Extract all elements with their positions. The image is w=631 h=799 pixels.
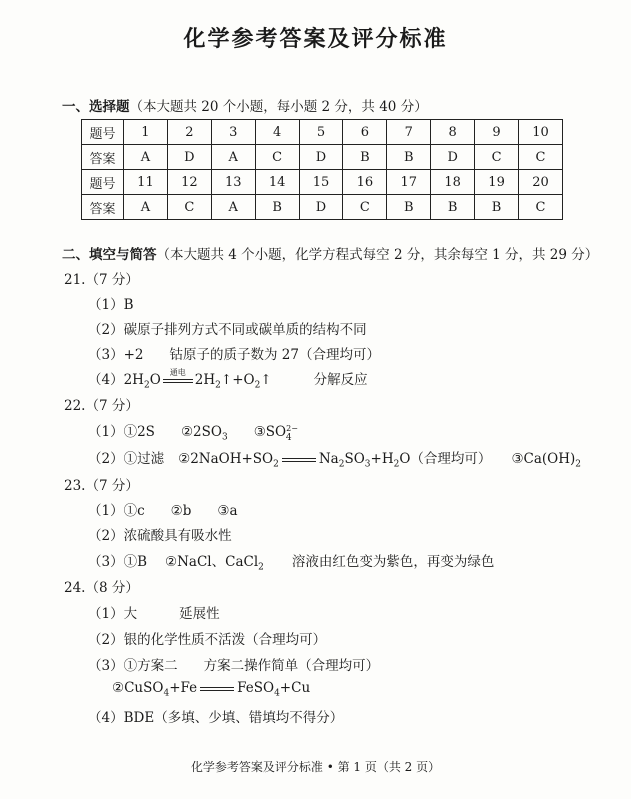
cell: A — [211, 195, 255, 220]
eq-sub: 2 — [258, 562, 264, 573]
page-footer: 化学参考答案及评分标准 • 第 1 页（共 2 页） — [190, 760, 441, 774]
eq-sub: 2 — [254, 380, 261, 391]
cell: 19 — [475, 170, 519, 195]
cell: D — [299, 195, 343, 220]
row-header: 答案 — [82, 145, 124, 170]
q24-answer-4: （4）BDE（多填、少填、错填均不得分） — [88, 710, 344, 726]
eq-term: ↑ — [260, 372, 272, 388]
table-row — [82, 170, 563, 195]
section2-note: （本大题共 4 个小题，化学方程式每空 2 分，其余每空 1 分，共 29 分） — [156, 247, 599, 263]
q21-answer-4 — [88, 368, 368, 391]
q23-answer-1-b: ②b — [170, 503, 192, 519]
q22-answer-1-c: ③SO — [253, 424, 287, 440]
q24-answer-3 — [88, 654, 379, 674]
q21-answer-1: （1）B — [88, 297, 134, 313]
table-row — [82, 145, 563, 170]
cell: C — [167, 195, 211, 220]
cell: D — [167, 145, 211, 170]
q22-answer-1-b: ②2SO — [180, 424, 222, 440]
eq-term: Na — [318, 451, 339, 467]
eq-term: O（合理均可） — [399, 451, 492, 467]
eq-term: O — [149, 372, 161, 388]
cell: C — [343, 195, 387, 220]
cell: 8 — [431, 120, 475, 145]
cell: A — [211, 145, 255, 170]
eq-sub: 4 — [274, 688, 280, 699]
eq-term: 2H — [123, 372, 144, 388]
cell: 12 — [167, 170, 211, 195]
q24-answer-1 — [88, 602, 220, 622]
cell: B — [387, 195, 431, 220]
q22-answer-1-a: （1）①2S — [88, 424, 155, 440]
q24-answer-3-equation — [112, 680, 310, 699]
cell: 13 — [211, 170, 255, 195]
eq-term: ②CuSO — [112, 680, 164, 696]
eq-term: 2H — [194, 372, 216, 388]
q23-answer-3-a: （3）①B — [88, 554, 148, 570]
eq-term: +Fe — [169, 680, 198, 696]
cell: 9 — [475, 120, 519, 145]
section1-label: 一、选择题 — [62, 99, 130, 115]
cell: D — [431, 145, 475, 170]
cell: 2 — [167, 120, 211, 145]
cell: B — [431, 195, 475, 220]
eq-term: FeSO — [237, 680, 275, 696]
cell: C — [475, 145, 519, 170]
q23-answer-1-c: ③a — [217, 503, 238, 519]
q24-answer-1-a: （1）大 — [88, 606, 138, 622]
row-header: 题号 — [82, 170, 124, 195]
section1-note: （本大题共 20 个小题，每小题 2 分，共 40 分） — [129, 99, 428, 115]
q23-answer-1-a: （1）①c — [88, 503, 145, 519]
cell: D — [299, 145, 343, 170]
q21-answer-3-text: 钴原子的质子数为 27（合理均可） — [169, 347, 380, 363]
cell: B — [387, 145, 431, 170]
q22-answer-2-a: （2）①过滤 — [88, 451, 165, 467]
q23-heading: 23.（7 分） — [64, 478, 139, 494]
eq-sub: 3 — [364, 459, 371, 470]
ion-charge — [286, 424, 298, 441]
q24-answer-2: （2）银的化学性质不活泼（合理均可） — [88, 632, 327, 648]
eq-term: +Cu — [279, 680, 311, 696]
q24-answer-3-a: （3）①方案二 — [88, 658, 178, 674]
cell: B — [255, 195, 299, 220]
cell: 7 — [387, 120, 431, 145]
cell: A — [124, 195, 168, 220]
section2-heading — [62, 243, 598, 263]
q21-answer-3 — [88, 343, 380, 363]
cell: 18 — [431, 170, 475, 195]
cell: 14 — [255, 170, 299, 195]
cell: 6 — [343, 120, 387, 145]
table-row — [82, 195, 563, 220]
cell: 11 — [124, 170, 168, 195]
row-header: 题号 — [82, 120, 124, 145]
cell: A — [124, 145, 168, 170]
q24-answer-3-b: 方案二操作简单（合理均可） — [203, 658, 380, 674]
page-title: 化学参考答案及评分标准 — [183, 26, 448, 52]
q21-answer-4-label: （4） — [88, 372, 124, 388]
eq-sub: 2 — [338, 459, 345, 470]
cell: C — [519, 195, 563, 220]
q22-heading: 22.（7 分） — [64, 398, 139, 414]
q22-answer-2-c: ③Ca(OH) — [511, 451, 576, 467]
cell: B — [343, 145, 387, 170]
eq-sup: 2− — [286, 423, 298, 433]
eq-term: ↑+O — [220, 372, 255, 388]
eq-term: SO — [344, 451, 365, 467]
q22-answer-1 — [88, 420, 298, 443]
eq-sub: 2 — [215, 380, 221, 391]
eq-term: ②2NaOH+SO — [178, 451, 274, 467]
cell: B — [475, 195, 519, 220]
eq-sub: 2 — [575, 459, 582, 470]
equals-sign — [163, 367, 193, 383]
cell: 5 — [299, 120, 343, 145]
cell: 15 — [299, 170, 343, 195]
equals-sign — [200, 687, 234, 691]
cell: 16 — [343, 170, 387, 195]
q22-answer-2 — [88, 447, 581, 470]
cell: 3 — [211, 120, 255, 145]
cell: C — [255, 145, 299, 170]
cell: 4 — [255, 120, 299, 145]
eq-term: +H — [370, 451, 394, 467]
q23-answer-1 — [88, 499, 238, 519]
q23-answer-2: （2）浓硫酸具有吸水性 — [88, 528, 232, 544]
eq-sub: 2 — [143, 380, 150, 391]
cell: 1 — [124, 120, 168, 145]
cell: 17 — [387, 170, 431, 195]
q23-answer-3 — [88, 550, 494, 573]
q23-answer-3-c: 溶液由红色变为紫色，再变为绿色 — [291, 554, 495, 570]
reaction-condition: 通电 — [169, 367, 186, 377]
reaction-type: 分解反应 — [313, 372, 368, 388]
q23-answer-3-b: ②NaCl、CaCl — [165, 554, 259, 570]
q24-answer-1-b: 延展性 — [179, 606, 220, 622]
q21-answer-2: （2）碳原子排列方式不同或碳单质的结构不同 — [88, 322, 367, 338]
eq-sub: 3 — [221, 432, 228, 443]
answer-table — [81, 119, 563, 220]
cell: C — [519, 145, 563, 170]
section1-heading — [62, 95, 428, 115]
eq-sub: 4 — [163, 688, 170, 699]
table-row — [82, 120, 563, 145]
eq-sub: 2 — [273, 459, 279, 470]
q24-heading: 24.（8 分） — [64, 580, 139, 596]
cell: 10 — [519, 120, 563, 145]
eq-sub: 4 — [285, 432, 292, 443]
cell: 20 — [519, 170, 563, 195]
section2-label: 二、填空与简答 — [62, 247, 157, 263]
row-header: 答案 — [82, 195, 124, 220]
q21-answer-3-label: （3）+2 — [88, 347, 144, 363]
eq-sub: 2 — [393, 459, 400, 470]
q21-heading: 21.（7 分） — [64, 272, 139, 288]
equals-sign — [282, 458, 316, 462]
